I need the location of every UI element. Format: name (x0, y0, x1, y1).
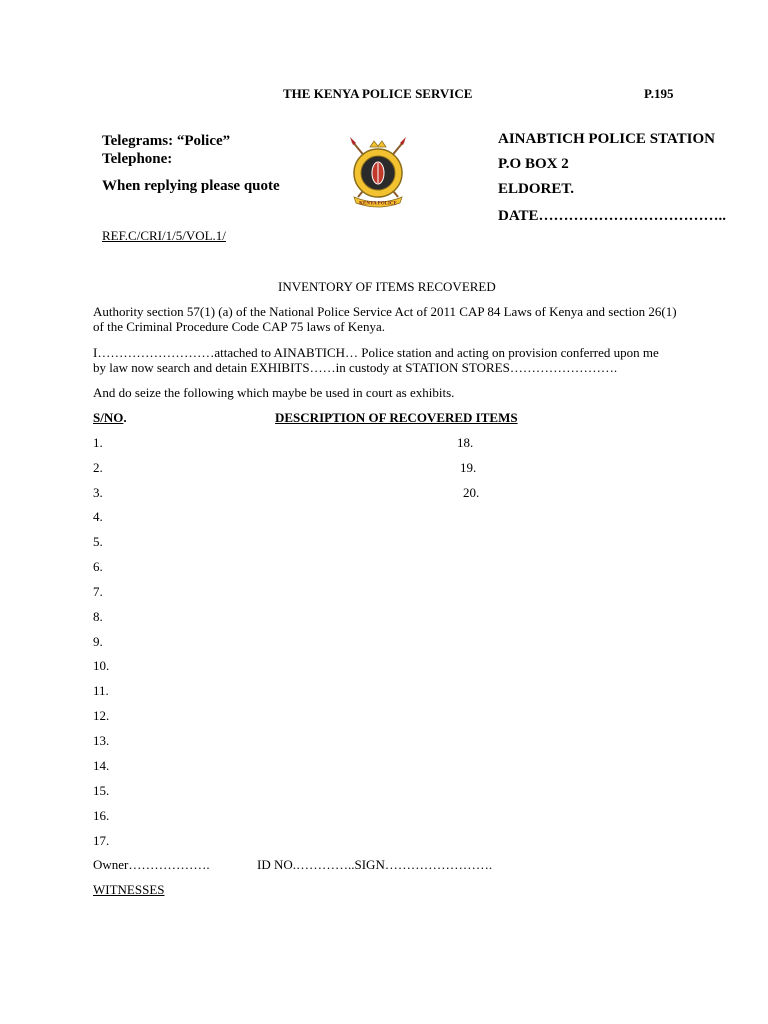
item-number: 16. (93, 808, 110, 823)
authority-line-2: of the Criminal Procedure Code CAP 75 laws of Kenya. (93, 319, 385, 334)
date-field: DATE……………………………….. (498, 208, 727, 224)
sno-header-label: S/NO (93, 410, 124, 425)
item-number: 9. (93, 634, 103, 649)
description-header: DESCRIPTION OF RECOVERED ITEMS (275, 410, 518, 425)
service-heading: THE KENYA POLICE SERVICE (283, 86, 473, 101)
item-number: 7. (93, 584, 103, 599)
item-number: 12. (93, 708, 110, 723)
declaration-paragraph (93, 345, 683, 375)
item-number: 13. (93, 733, 110, 748)
item-number: 11. (93, 683, 109, 698)
item-number: 8. (93, 609, 103, 624)
sno-header (93, 410, 127, 426)
item-number: 2. (93, 460, 103, 475)
reply-quote-line: When replying please quote (102, 178, 280, 194)
authority-line-1: Authority section 57(1) (a) of the National Police Service Act of 2011 CAP 84 Laws of Kenya and section 26(1) (93, 304, 677, 319)
authority-paragraph (93, 304, 683, 334)
declaration-line-2: by law now search and detain EXHIBITS……in custody at STATION STORES……………………. (93, 360, 618, 375)
item-number: 19. (460, 460, 477, 475)
item-number: 1. (93, 435, 103, 450)
document-title: INVENTORY OF ITEMS RECOVERED (278, 279, 496, 294)
item-number: 17. (93, 833, 110, 848)
item-number: 20. (463, 485, 480, 500)
sno-header-dot: . (123, 410, 127, 425)
form-number: P.195 (644, 86, 674, 101)
item-number: 4. (93, 509, 103, 524)
item-number: 3. (93, 485, 103, 500)
item-number: 18. (457, 435, 474, 450)
po-box: P.O BOX 2 (498, 156, 569, 172)
kenya-police-emblem-icon (344, 135, 412, 211)
declaration-line-1: I………………………attached to AINABTICH… Police station and acting on provision conferred upon me (93, 345, 659, 360)
svg-text:KENYA POLICE: KENYA POLICE (359, 201, 397, 207)
station-name: AINABTICH POLICE STATION (498, 131, 715, 147)
item-number: 14. (93, 758, 110, 773)
id-sign-field: ID NO.…………..SIGN……………………. (257, 857, 493, 872)
item-number: 10. (93, 658, 110, 673)
witnesses-heading: WITNESSES (93, 882, 165, 897)
item-number: 15. (93, 783, 110, 798)
owner-field: Owner………………. (93, 857, 210, 872)
reference-number: REF.C/CRI/1/5/VOL.1/ (102, 228, 226, 243)
telephone-line: Telephone: (102, 151, 173, 167)
item-number: 5. (93, 534, 103, 549)
seize-statement: And do seize the following which maybe be used in court as exhibits. (93, 385, 455, 400)
telegrams-line: Telegrams: “Police” (102, 133, 231, 149)
town-name: ELDORET. (498, 181, 574, 197)
item-number: 6. (93, 559, 103, 574)
